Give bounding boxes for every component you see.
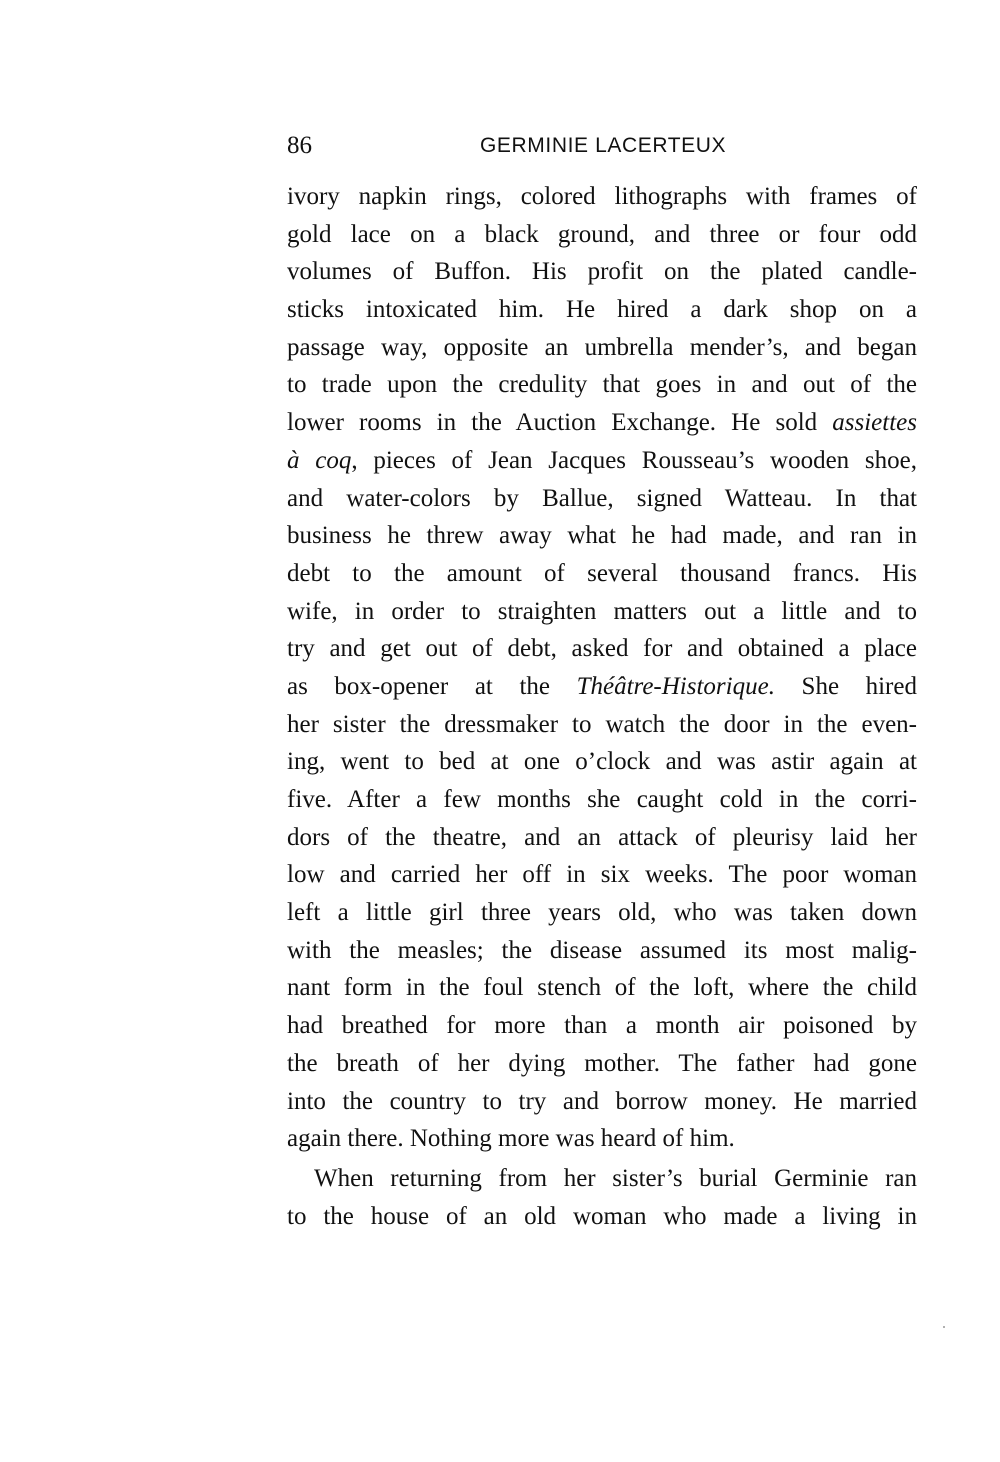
text-line: volumes of Buffon. His profit on the plated candle- bbox=[287, 258, 917, 286]
text-line: to the house of an old woman who made a living in bbox=[287, 1202, 917, 1230]
page-number: 86 bbox=[287, 132, 312, 159]
text-line: à coq, pieces of Jean Jacques Rousseau’s wooden shoe, bbox=[287, 446, 917, 474]
italic-phrase: à coq bbox=[287, 446, 352, 474]
text-line: five. After a few months she caught cold in the corri- bbox=[287, 786, 917, 813]
text-line: with the measles; the disease assumed its most malig- bbox=[287, 936, 917, 964]
text-line: nant form in the foul stench of the loft, where the child bbox=[287, 974, 917, 1002]
text-line: sticks intoxicated him. He hired a dark shop on a bbox=[287, 296, 917, 324]
text-line: ivory napkin rings, colored lithographs with frames of bbox=[287, 183, 917, 210]
body-text bbox=[287, 178, 917, 1235]
page-header bbox=[287, 128, 917, 164]
text-line: lower rooms in the Auction Exchange. He sold assiettes bbox=[287, 409, 917, 437]
text-line: and water-colors by Ballue, signed Watteau. In that bbox=[287, 484, 917, 512]
text-line: again there. Nothing more was heard of him. bbox=[287, 1125, 735, 1153]
text-line: to trade upon the credulity that goes in and out of the bbox=[287, 371, 917, 399]
text-line: into the country to try and borrow money. He married bbox=[287, 1087, 917, 1115]
text-line: dors of the theatre, and an attack of pleurisy laid her bbox=[287, 823, 917, 851]
text-line: passage way, opposite an umbrella mender’s, and began bbox=[287, 333, 917, 361]
italic-phrase: Théâtre-Historique. bbox=[576, 672, 775, 700]
text-line: debt to the amount of several thousand francs. His bbox=[287, 559, 917, 587]
scan-speck bbox=[943, 1326, 945, 1328]
text-line: wife, in order to straighten matters out a little and to bbox=[287, 597, 917, 625]
text-line: When returning from her sister’s burial Germinie ran bbox=[314, 1164, 917, 1192]
text-line: as box-opener at the Théâtre-Historique. She hired bbox=[287, 672, 917, 700]
text-line: her sister the dressmaker to watch the door in the even- bbox=[287, 710, 917, 738]
running-title: GERMINIE LACERTEUX bbox=[480, 134, 727, 157]
text-line: left a little girl three years old, who was taken down bbox=[287, 899, 917, 927]
text-line: try and get out of debt, asked for and obtained a place bbox=[287, 635, 917, 663]
text-line: business he threw away what he had made, and ran in bbox=[287, 522, 917, 550]
text-line: ing, went to bed at one o’clock and was astir again at bbox=[287, 748, 917, 776]
text-line: had breathed for more than a month air poisoned by bbox=[287, 1012, 917, 1040]
italic-phrase: assiettes bbox=[832, 409, 917, 437]
text-line: low and carried her off in six weeks. The poor woman bbox=[287, 861, 917, 889]
text-line: gold lace on a black ground, and three or four odd bbox=[287, 220, 917, 248]
text-line: the breath of her dying mother. The father had gone bbox=[287, 1049, 917, 1077]
